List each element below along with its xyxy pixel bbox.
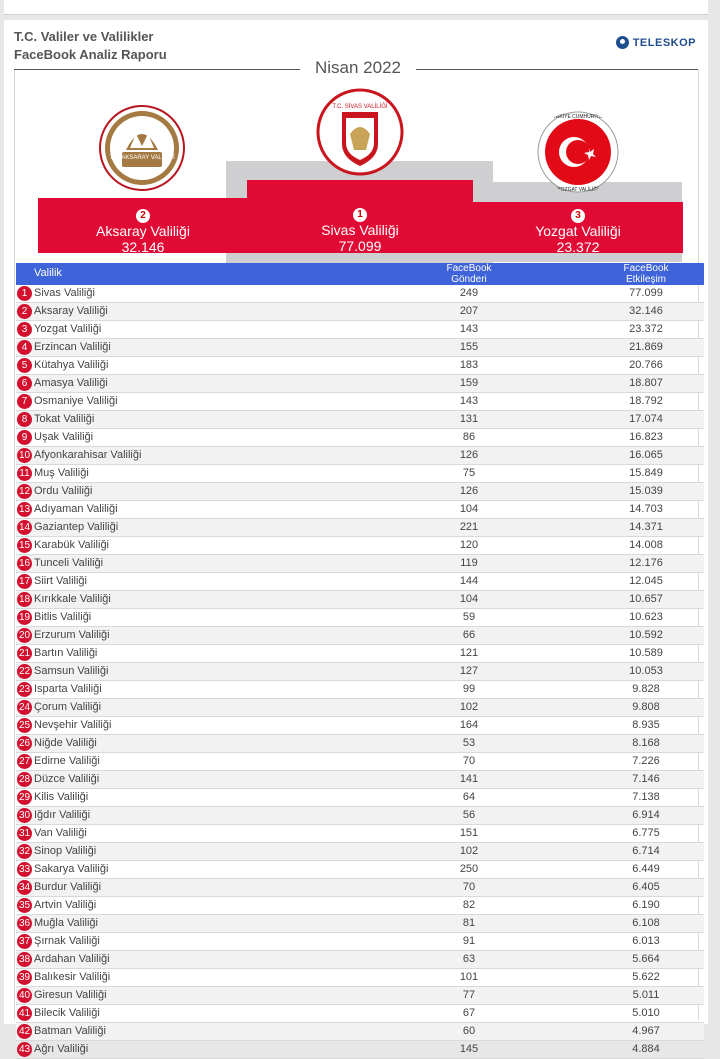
valilik-name: Balıkesir Valiliği [34, 971, 111, 983]
engagement-value: 10.589 [629, 647, 663, 659]
table-row [16, 429, 704, 447]
engagement-value: 14.008 [629, 539, 663, 551]
engagement-value: 20.766 [629, 359, 663, 371]
posts-value: 121 [459, 647, 479, 659]
table-row [16, 339, 704, 357]
yozgat-logo-bottom-text: YOZGAT VALİLİĞİ [557, 187, 599, 193]
table-row [16, 555, 704, 573]
posts-value: 91 [462, 935, 476, 947]
rank-badge: 24 [18, 702, 31, 713]
posts-value: 159 [459, 377, 479, 389]
rank-badge: 21 [18, 648, 31, 659]
rank-badge: 27 [18, 756, 31, 767]
engagement-value: 32.146 [629, 305, 663, 317]
rank-badge: 36 [18, 918, 31, 929]
posts-value: 102 [459, 701, 479, 713]
valilik-name: Edirne Valiliği [34, 755, 100, 767]
col-header-posts-line2: Gönderi [451, 274, 487, 285]
posts-value: 64 [462, 791, 476, 803]
rank-badge: 20 [18, 630, 31, 641]
valilik-name: Ardahan Valiliği [34, 953, 110, 965]
table-row [16, 915, 704, 933]
engagement-value: 12.045 [629, 575, 663, 587]
posts-value: 207 [459, 305, 479, 317]
valilik-name: Isparta Valiliği [34, 683, 102, 695]
engagement-value: 17.074 [629, 413, 663, 425]
engagement-value: 6.013 [632, 935, 660, 947]
engagement-value: 5.664 [632, 953, 660, 965]
posts-value: 143 [459, 323, 479, 335]
valilik-name: Düzce Valiliği [34, 773, 100, 785]
rank-badge: 28 [18, 774, 31, 785]
valilik-name: Samsun Valiliği [34, 665, 109, 677]
table-row [16, 321, 704, 339]
valilik-name: Erzurum Valiliği [34, 629, 110, 641]
rank-badge: 14 [18, 522, 31, 533]
engagement-value: 6.714 [632, 845, 660, 857]
col-header-valilik: Valilik [34, 267, 62, 279]
table-row [16, 951, 704, 969]
engagement-value: 10.623 [629, 611, 663, 623]
posts-value: 143 [459, 395, 479, 407]
table-header [16, 263, 704, 285]
rank-badge: 11 [17, 466, 32, 481]
valilik-name: Kütahya Valiliği [34, 359, 109, 371]
table-row [16, 735, 704, 753]
valilik-name: Bitlis Valiliği [34, 611, 92, 623]
podium-value: 23.372 [556, 239, 600, 255]
posts-value: 60 [462, 1025, 476, 1037]
engagement-value: 10.657 [629, 593, 663, 605]
table-row [16, 537, 704, 555]
aksaray-logo-text: T.C. AKSARAY VALİLİĞİ [109, 155, 175, 161]
rank-badge: 23 [18, 684, 31, 695]
engagement-value: 15.849 [629, 467, 663, 479]
valilik-name: Muş Valiliği [34, 467, 89, 479]
brand-name: TELESKOP [632, 36, 696, 49]
table-row [16, 609, 704, 627]
brand [616, 36, 696, 49]
table-row [16, 465, 704, 483]
table-row [16, 879, 704, 897]
engagement-value: 7.226 [632, 755, 660, 767]
table-row [16, 519, 704, 537]
rank-badge: 32 [18, 846, 31, 857]
posts-value: 119 [460, 557, 478, 569]
posts-value: 183 [459, 359, 479, 371]
posts-value: 82 [462, 899, 476, 911]
yozgat-valiligi-logo [536, 110, 620, 194]
report-title-line1: T.C. Valiler ve Valilikler [14, 29, 154, 44]
posts-value: 221 [459, 521, 479, 533]
table-row [16, 591, 704, 609]
valilik-name: Kırıkkale Valiliği [34, 593, 111, 605]
posts-value: 66 [462, 629, 476, 641]
engagement-value: 12.176 [629, 557, 663, 569]
rank-badge: 29 [18, 792, 31, 803]
posts-value: 250 [459, 863, 479, 875]
valilik-name: Amasya Valiliği [34, 377, 108, 389]
engagement-value: 5.010 [632, 1007, 660, 1019]
rank-badge: 26 [18, 738, 31, 749]
engagement-value: 6.405 [632, 881, 660, 893]
valilik-name: Muğla Valiliği [34, 917, 98, 929]
valilik-name: Batman Valiliği [34, 1025, 106, 1037]
rank-badge: 42 [18, 1026, 31, 1037]
valilik-name: Bilecik Valiliği [34, 1007, 100, 1019]
valilik-name: Sivas Valiliği [34, 287, 95, 299]
rank-badge: 40 [18, 990, 31, 1001]
rank-badge: 13 [18, 504, 31, 515]
posts-value: 67 [462, 1007, 476, 1019]
valilik-name: Sakarya Valiliği [34, 863, 109, 875]
valilik-name: Çorum Valiliği [34, 701, 102, 713]
valilik-name: Aksaray Valiliği [34, 305, 108, 317]
posts-value: 104 [459, 593, 479, 605]
posts-value: 86 [462, 431, 476, 443]
valilik-name: Siirt Valiliği [34, 575, 87, 587]
engagement-value: 7.138 [632, 791, 660, 803]
table-row [16, 843, 704, 861]
table-row [16, 627, 704, 645]
podium-rank-badge: 2 [136, 209, 150, 223]
rank-badge: 18 [18, 594, 31, 605]
posts-value: 126 [459, 449, 479, 461]
engagement-value: 4.967 [632, 1025, 660, 1037]
posts-value: 131 [459, 413, 479, 425]
valilik-name: Tokat Valiliği [34, 413, 95, 425]
rank-badge: 34 [18, 882, 31, 893]
podium-second-place [38, 198, 248, 253]
rank-badge: 17 [18, 576, 31, 587]
engagement-value: 6.914 [632, 809, 660, 821]
valilik-name: Gaziantep Valiliği [34, 521, 119, 533]
engagement-value: 10.592 [629, 629, 663, 641]
rank-badge: 19 [18, 612, 31, 623]
rank-badge: 12 [18, 486, 31, 497]
table-row [16, 501, 704, 519]
table-row [16, 645, 704, 663]
engagement-value: 14.703 [629, 503, 663, 515]
col-header-posts [429, 263, 509, 285]
table-row [16, 897, 704, 915]
engagement-value: 9.808 [632, 701, 660, 713]
engagement-value: 9.828 [632, 683, 660, 695]
podium-third-place [473, 202, 683, 253]
podium-value: 77.099 [338, 238, 382, 254]
engagement-value: 8.168 [632, 737, 660, 749]
table-row [16, 663, 704, 681]
table-row [16, 969, 704, 987]
podium-rank-badge: 3 [571, 209, 585, 223]
rank-badge: 25 [18, 720, 31, 731]
table-row [16, 393, 704, 411]
podium-rank-badge: 1 [353, 208, 367, 222]
posts-value: 127 [459, 665, 479, 677]
engagement-value: 14.371 [629, 521, 663, 533]
posts-value: 70 [462, 881, 476, 893]
posts-value: 104 [459, 503, 479, 515]
posts-value: 151 [459, 827, 479, 839]
posts-value: 56 [462, 809, 476, 821]
rank-badge: 38 [18, 954, 31, 965]
table-row [16, 861, 704, 879]
valilik-name: Tunceli Valiliği [34, 557, 104, 569]
engagement-value: 10.053 [629, 665, 663, 677]
posts-value: 102 [459, 845, 479, 857]
sivas-valiligi-logo [316, 88, 404, 176]
table-row [16, 483, 704, 501]
aksaray-valiligi-logo [98, 104, 186, 192]
rank-badge: 15 [18, 540, 31, 551]
yozgat-logo-top-text: TÜRKİYE CUMHURİYETİ [549, 114, 607, 120]
table-row [16, 789, 704, 807]
col-header-engagement-line2: Etkileşim [625, 274, 666, 285]
engagement-value: 4.884 [632, 1043, 660, 1055]
posts-value: 164 [459, 719, 479, 731]
table-row [16, 717, 704, 735]
podium-name: Yozgat Valiliği [535, 223, 621, 239]
rank-badge: 30 [18, 810, 31, 821]
engagement-value: 77.099 [629, 287, 663, 299]
rank-badge: 41 [18, 1008, 31, 1019]
posts-value: 145 [459, 1043, 479, 1055]
col-header-engagement-line1: FaceBook [623, 263, 669, 274]
table-row [16, 933, 704, 951]
table-row [16, 807, 704, 825]
report-period: Nisan 2022 [314, 58, 401, 77]
engagement-value: 18.792 [629, 395, 663, 407]
engagement-value: 7.146 [632, 773, 660, 785]
table-row [16, 285, 704, 303]
sivas-logo-text: T.C. SİVAS VALİLİĞİ [332, 104, 388, 110]
period-divider-left [14, 69, 300, 70]
frame-left [14, 70, 15, 1020]
valilik-name: Afyonkarahisar Valiliği [34, 449, 142, 461]
podium-name: Sivas Valiliği [321, 222, 399, 238]
period-divider-right [416, 69, 698, 70]
valilik-name: Burdur Valiliği [34, 881, 102, 893]
rank-badge: 35 [18, 900, 31, 911]
rank-badge: 43 [18, 1044, 31, 1055]
valilik-name: Van Valiliği [34, 827, 87, 839]
table-row [16, 681, 704, 699]
rank-badge: 6 [17, 376, 32, 391]
posts-value: 63 [462, 953, 476, 965]
table-row [16, 1005, 704, 1023]
table-row [16, 375, 704, 393]
valilik-name: Erzincan Valiliği [34, 341, 111, 353]
engagement-value: 23.372 [629, 323, 663, 335]
engagement-value: 5.011 [632, 989, 660, 1001]
table-row [16, 753, 704, 771]
table-row [16, 411, 704, 429]
podium-first-place [247, 180, 473, 253]
engagement-value: 16.823 [629, 431, 663, 443]
engagement-value: 5.622 [632, 971, 660, 983]
table-row [16, 771, 704, 789]
engagement-value: 21.869 [629, 341, 663, 353]
rank-badge: 4 [17, 340, 32, 355]
valilik-name: Uşak Valiliği [34, 431, 94, 443]
table-row [16, 1041, 704, 1059]
valilik-name: Niğde Valiliği [34, 737, 97, 749]
engagement-value: 15.039 [629, 485, 663, 497]
rank-badge: 9 [17, 430, 32, 445]
posts-value: 70 [462, 755, 476, 767]
rank-badge: 31 [18, 828, 31, 839]
valilik-name: Yozgat Valiliği [34, 323, 102, 335]
table-row [16, 987, 704, 1005]
teleskop-logo-icon [616, 36, 629, 49]
engagement-value: 6.108 [632, 917, 660, 929]
table-row [16, 573, 704, 591]
engagement-value: 16.065 [629, 449, 663, 461]
table-row [16, 447, 704, 465]
valilik-name: Şırnak Valiliği [34, 935, 100, 947]
valilik-name: Karabük Valiliği [34, 539, 110, 551]
engagement-value: 18.807 [629, 377, 663, 389]
posts-value: 77 [462, 989, 476, 1001]
posts-value: 249 [459, 287, 479, 299]
valilik-name: Kilis Valiliği [34, 791, 89, 803]
table-row [16, 1023, 704, 1041]
table-row [16, 699, 704, 717]
previous-page-edge [4, 0, 708, 15]
posts-value: 101 [459, 971, 479, 983]
report-title [14, 28, 167, 64]
col-header-posts-line1: FaceBook [446, 263, 492, 274]
valilik-name: Ağrı Valiliği [34, 1043, 89, 1055]
valilik-name: Bartın Valiliği [34, 647, 98, 659]
rank-badge: 3 [17, 322, 32, 337]
posts-value: 75 [462, 467, 476, 479]
posts-value: 126 [459, 485, 479, 497]
engagement-value: 6.449 [632, 863, 660, 875]
rank-badge: 39 [18, 972, 31, 983]
posts-value: 53 [462, 737, 476, 749]
rank-badge: 37 [18, 936, 31, 947]
engagement-value: 8.935 [632, 719, 660, 731]
posts-value: 81 [462, 917, 476, 929]
valilik-name: Giresun Valiliği [34, 989, 107, 1001]
table-row [16, 303, 704, 321]
rank-badge: 33 [18, 864, 31, 875]
engagement-value: 6.775 [632, 827, 660, 839]
podium-name: Aksaray Valiliği [96, 223, 190, 239]
valilik-name: Iğdır Valiliği [34, 809, 91, 821]
table-body [16, 285, 704, 1059]
col-header-engagement [596, 263, 696, 285]
valilik-name: Nevşehir Valiliği [34, 719, 112, 731]
valilik-name: Ordu Valiliği [34, 485, 93, 497]
table-row [16, 825, 704, 843]
posts-value: 155 [459, 341, 479, 353]
posts-value: 141 [459, 773, 479, 785]
valilik-name: Sinop Valiliği [34, 845, 97, 857]
valilik-name: Adıyaman Valiliği [34, 503, 118, 515]
posts-value: 120 [459, 539, 479, 551]
rank-badge: 22 [18, 666, 31, 677]
engagement-value: 6.190 [632, 899, 660, 911]
valilik-name: Osmaniye Valiliği [34, 395, 118, 407]
rank-badge: 16 [18, 558, 31, 569]
report-page [4, 20, 708, 1055]
rank-badge: 2 [17, 304, 32, 319]
table-row [16, 357, 704, 375]
rank-badge: 5 [17, 358, 32, 373]
podium-value: 32.146 [121, 239, 165, 255]
valilik-name: Artvin Valiliği [34, 899, 97, 911]
rank-badge: 7 [17, 394, 32, 409]
posts-value: 99 [462, 683, 476, 695]
posts-value: 144 [459, 575, 479, 587]
rank-badge: 8 [17, 412, 32, 427]
posts-value: 59 [462, 611, 476, 623]
rank-badge: 10 [18, 450, 31, 461]
rank-badge: 1 [17, 286, 32, 301]
report-title-line2: FaceBook Analiz Raporu [14, 47, 167, 62]
